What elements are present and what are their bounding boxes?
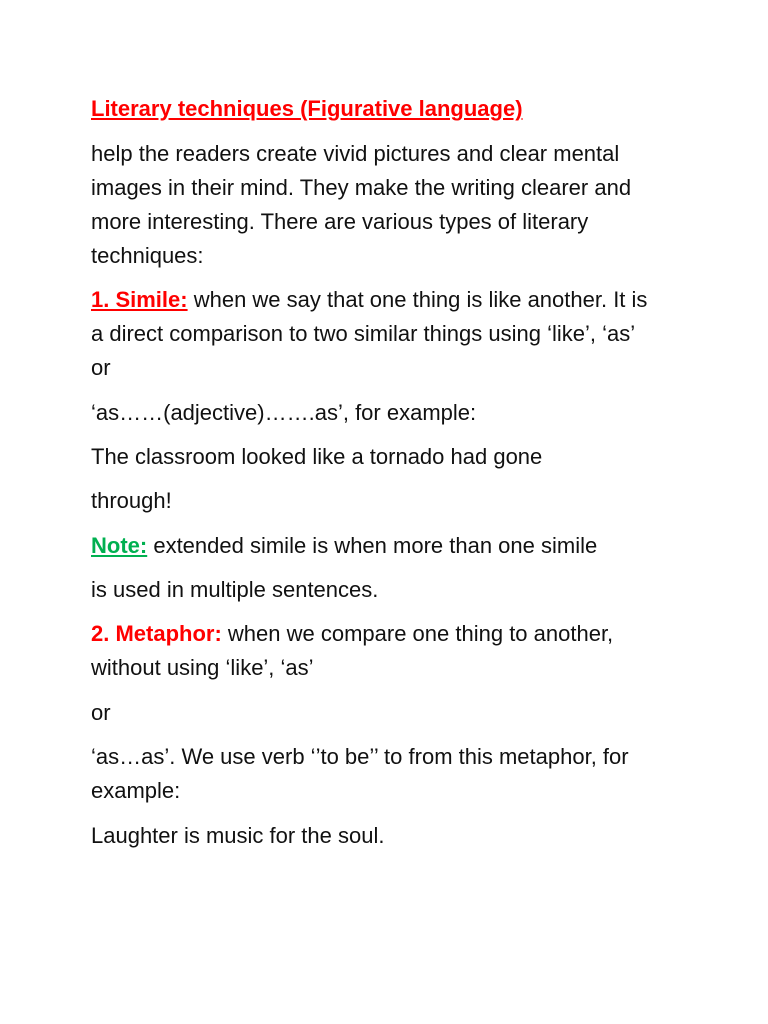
intro-line-1: help the readers create vivid pictures and clear mental xyxy=(91,141,620,166)
metaphor-text-2: without using ‘like’, ‘as’ xyxy=(91,655,314,680)
metaphor-text-4: ‘as…as’. We use verb ‘’to be’’ to from this metaphor, for xyxy=(91,744,629,769)
simile-pattern: ‘as……(adjective)…….as’, for example: xyxy=(91,400,477,425)
note-label: Note: xyxy=(91,533,148,558)
metaphor-text-3: or xyxy=(91,700,111,725)
simile-heading-line xyxy=(91,283,647,317)
metaphor-label: 2. Metaphor: xyxy=(91,621,222,646)
simile-text-2: a direct comparison to two similar things using ‘like’, ‘as’ xyxy=(91,321,636,346)
intro-line-2: images in their mind. They make the writing clearer and xyxy=(91,175,632,200)
note-heading-line xyxy=(91,529,597,563)
metaphor-heading-line xyxy=(91,617,613,651)
simile-example-2: through! xyxy=(91,488,172,513)
note-text-2: is used in multiple sentences. xyxy=(91,577,379,602)
metaphor-text-5: example: xyxy=(91,778,181,803)
simile-text-1: when we say that one thing is like another. It is xyxy=(187,287,648,312)
simile-text-3: or xyxy=(91,355,111,380)
note-text-1: extended simile is when more than one simile xyxy=(147,533,598,558)
simile-label: 1. Simile: xyxy=(91,287,188,312)
document-title: Literary techniques (Figurative language) xyxy=(91,96,523,121)
intro-line-4: techniques: xyxy=(91,243,204,268)
simile-example-1: The classroom looked like a tornado had gone xyxy=(91,444,543,469)
metaphor-example: Laughter is music for the soul. xyxy=(91,823,385,848)
metaphor-text-1: when we compare one thing to another, xyxy=(221,621,614,646)
intro-line-3: more interesting. There are various types of literary xyxy=(91,209,589,234)
